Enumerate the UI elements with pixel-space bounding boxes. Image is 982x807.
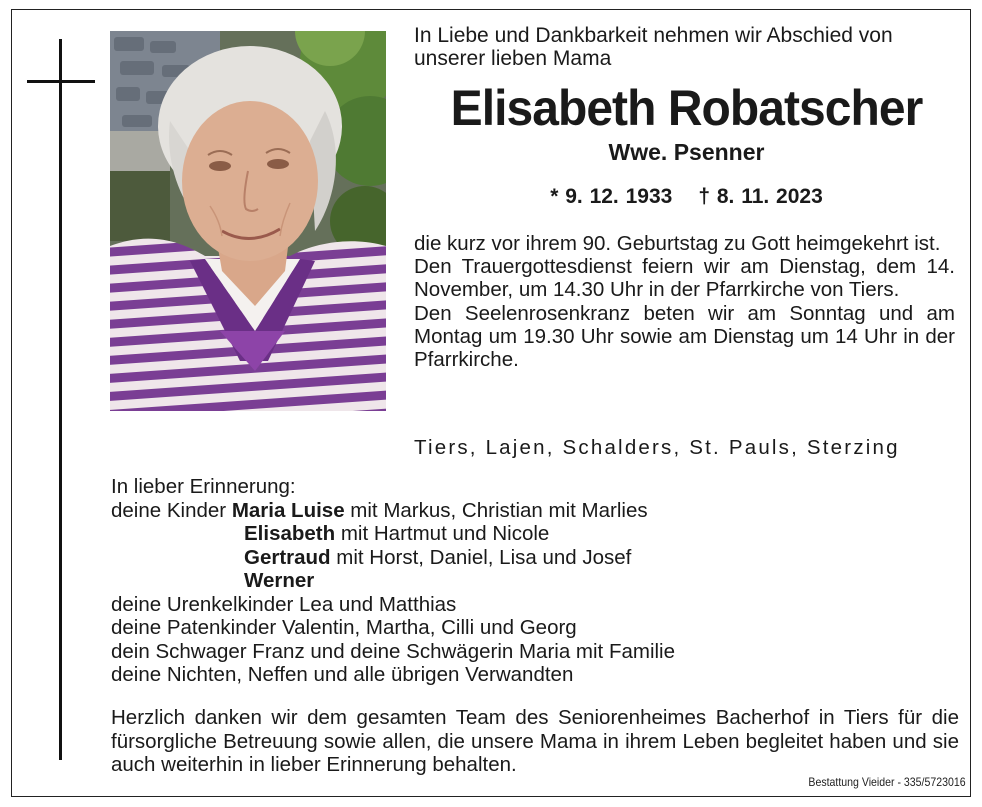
child-name: Elisabeth xyxy=(244,522,336,545)
birth-date: * 9. 12. 1933 xyxy=(550,185,673,208)
child-name: Gertraud xyxy=(244,545,331,569)
remembrance-heading: In lieber Erinnerung: xyxy=(111,475,296,498)
announcement-body xyxy=(414,232,955,371)
body-paragraph: die kurz vor ihrem 90. Geburtstag zu Gott heimgekehrt ist. xyxy=(414,232,941,255)
child-family: mit Markus, Christian mit Marlies xyxy=(344,498,648,522)
list-item xyxy=(111,569,951,593)
life-dates xyxy=(414,185,959,209)
death-date: † 8. 11. 2023 xyxy=(698,185,823,208)
widow-name: Wwe. Psenner xyxy=(608,139,765,165)
child-name: Werner xyxy=(244,569,315,592)
list-item xyxy=(111,499,951,523)
child-family: mit Horst, Daniel, Lisa und Josef xyxy=(330,545,632,569)
cross-vertical-bar xyxy=(59,39,62,760)
undertaker-credit: Bestattung Vieider - 335/5723016 xyxy=(808,775,966,789)
list-item: deine Patenkinder Valentin, Martha, Cilli und Georg xyxy=(111,616,577,639)
thanks-paragraph xyxy=(111,706,959,777)
intro-text: In Liebe und Dankbarkeit nehmen wir Abschied von unserer lieben Mama xyxy=(414,24,893,70)
list-item: dein Schwager Franz und deine Schwägerin Maria mit Familie xyxy=(111,639,676,663)
cross-horizontal-bar xyxy=(27,80,95,83)
body-paragraph: Den Trauergottesdienst feiern wir am Dienstag, dem 14. November, um 14.30 Uhr in der Pfarrkirche von Tiers. xyxy=(414,255,955,302)
deceased-name: Elisabeth Robatscher xyxy=(450,80,923,136)
places-line: Tiers, Lajen, Schalders, St. Pauls, Sterzing xyxy=(414,436,900,459)
list-item xyxy=(111,522,951,546)
list-item: deine Nichten, Neffen und alle übrigen Verwandten xyxy=(111,663,574,686)
children-prefix: deine Kinder xyxy=(111,498,232,522)
thanks-text: Herzlich danken wir dem gesamten Team des Seniorenheimes Bacherhof in Tiers für die fürsorgliche Betreuung sowie allen, die unsere Mama in ihrem Leben begleitet haben und sie auch weiterhin in lieber Erinnerung behalten. xyxy=(111,706,959,776)
portrait-photo xyxy=(110,31,386,411)
list-item: deine Urenkelkinder Lea und Matthias xyxy=(111,592,457,616)
body-paragraph: Den Seelenrosenkranz beten wir am Sonntag und am Montag um 19.30 Uhr sowie am Dienstag um 14 Uhr in der Pfarrkirche. xyxy=(414,301,955,372)
child-name: Maria Luise xyxy=(231,498,345,522)
child-family: mit Hartmut und Nicole xyxy=(335,522,550,545)
remembrance-list xyxy=(111,475,951,687)
list-item xyxy=(111,546,951,570)
